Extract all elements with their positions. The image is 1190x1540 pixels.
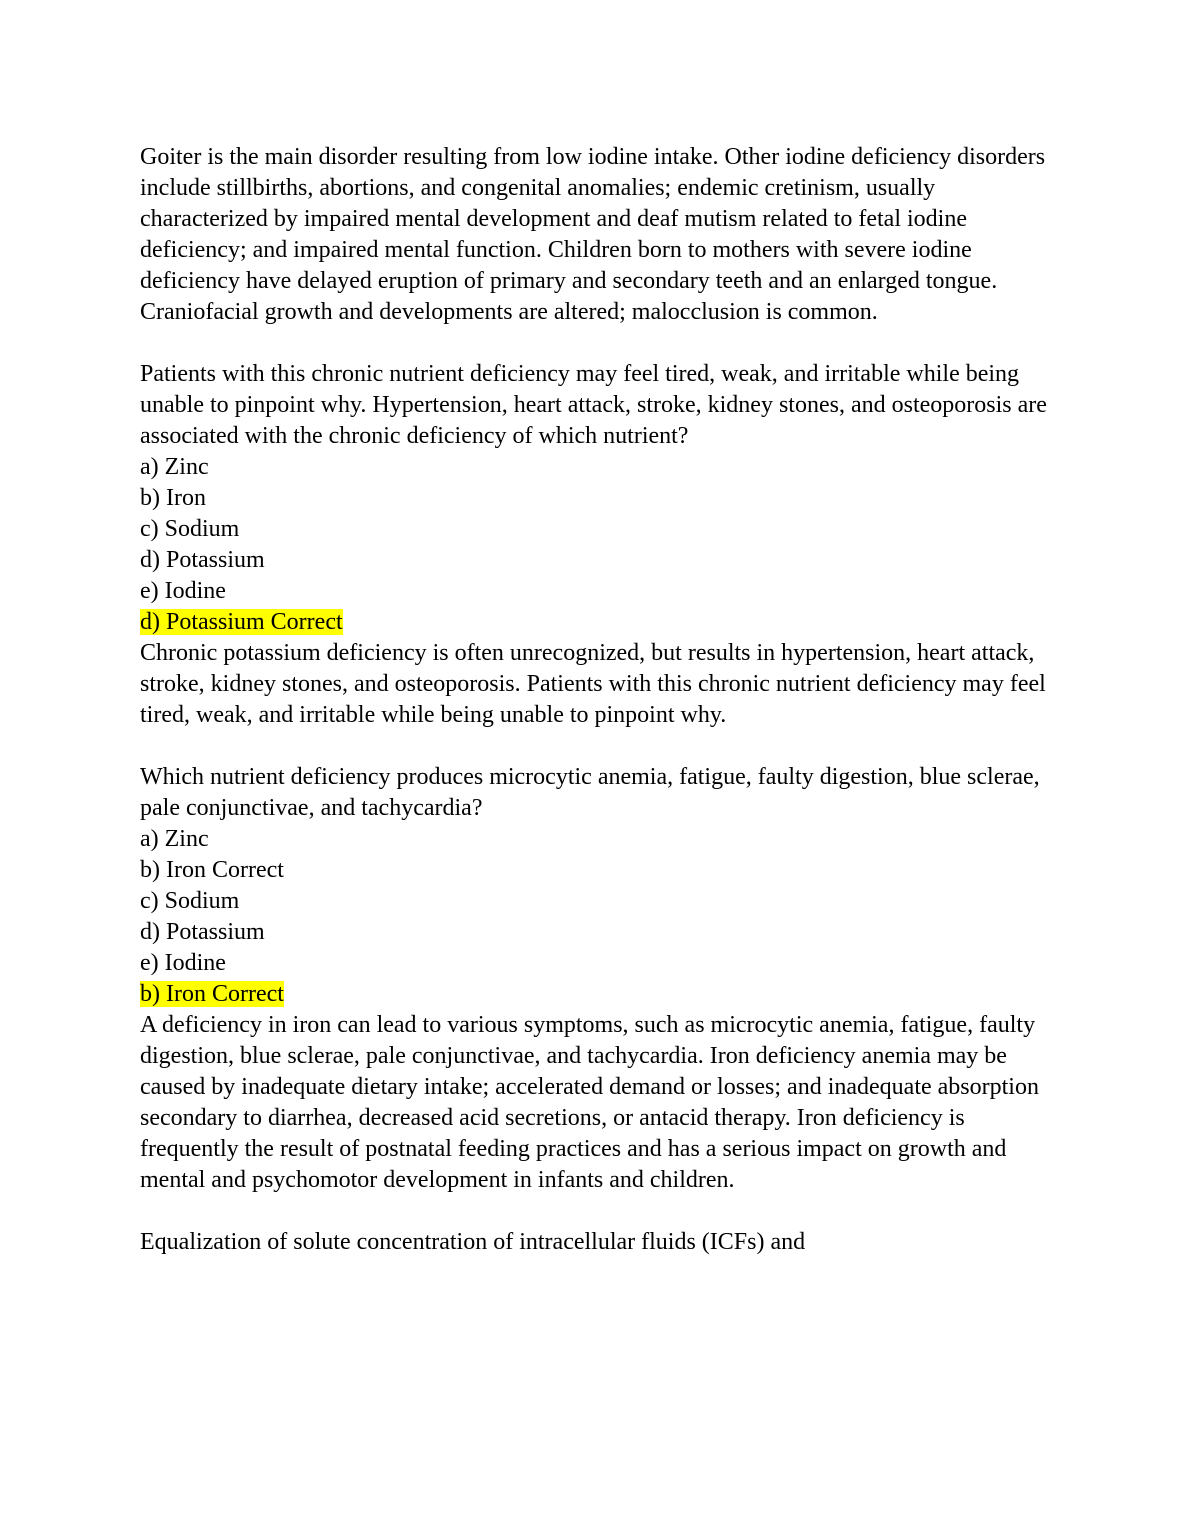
closing-section — [140, 1227, 1050, 1258]
question1-options — [140, 452, 1050, 607]
question1-option-d: d) Potassium — [140, 547, 265, 573]
question2-option-e: e) Iodine — [140, 950, 226, 976]
question2-option-a: a) Zinc — [140, 826, 209, 852]
question1-prompt: Patients with this chronic nutrient deficiency may feel tired, weak, and irritable while being unable to pinpoint why. Hypertension, heart attack, stroke, kidney stones, and osteoporosis are associated with the chronic deficiency of which nutrient? — [140, 361, 1047, 449]
intro-paragraph: Goiter is the main disorder resulting from low iodine intake. Other iodine deficiency disorders include stillbirths, abortions, and congenital anomalies; endemic cretinism, usually characterized by impaired mental development and deaf mutism related to fetal iodine deficiency; and impaired mental function. Children born to mothers with severe iodine deficiency have delayed eruption of primary and secondary teeth and an enlarged tongue. Craniofacial growth and developments are altered; malocclusion is common. — [140, 144, 1046, 325]
question1-option-a: a) Zinc — [140, 454, 209, 480]
question1-section — [140, 359, 1050, 731]
closing-line: Equalization of solute concentration of intracellular fluids (ICFs) and — [140, 1229, 806, 1255]
intro-section — [140, 142, 1050, 328]
question2-explanation: A deficiency in iron can lead to various symptoms, such as microcytic anemia, fatigue, faulty digestion, blue sclerae, pale conjunctivae, and tachycardia. Iron deficiency anemia may be caused by inadequate dietary intake; accelerated demand or losses; and inadequate absorption secondary to diarrhea, decreased acid secretions, or antacid therapy. Iron deficiency is frequently the result of postnatal feeding practices and has a serious impact on growth and mental and psychomotor development in infants and children. — [140, 1012, 1039, 1193]
question2-option-b: b) Iron Correct — [140, 857, 284, 883]
question2-answer-line — [140, 979, 1050, 1010]
question2-options — [140, 824, 1050, 979]
question2-option-d: d) Potassium — [140, 919, 265, 945]
question2-prompt: Which nutrient deficiency produces microcytic anemia, fatigue, faulty digestion, blue sclerae, pale conjunctivae, and tachycardia? — [140, 764, 1040, 821]
question1-option-e: e) Iodine — [140, 578, 226, 604]
question2-section — [140, 762, 1050, 1196]
question1-answer-highlight: d) Potassium Correct — [140, 609, 343, 635]
question1-option-b: b) Iron — [140, 485, 206, 511]
question1-answer-line — [140, 607, 1050, 638]
question2-answer-highlight: b) Iron Correct — [140, 981, 284, 1007]
question1-explanation: Chronic potassium deficiency is often unrecognized, but results in hypertension, heart attack, stroke, kidney stones, and osteoporosis. Patients with this chronic nutrient deficiency may feel tired, weak, and irritable while being unable to pinpoint why. — [140, 640, 1046, 728]
question2-option-c: c) Sodium — [140, 888, 240, 914]
question1-option-c: c) Sodium — [140, 516, 240, 542]
